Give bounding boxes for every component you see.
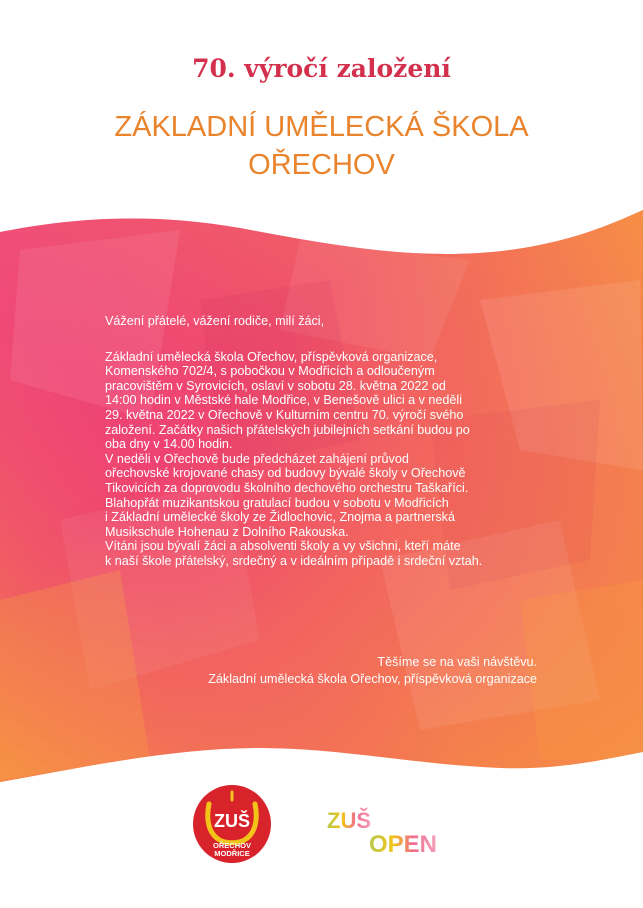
letter-salutation: Vážení přátelé, vážení rodiče, milí žáci,: [105, 314, 325, 328]
zus-logo-mark-text: ZUŠ: [214, 811, 250, 831]
letter-line: k naší škole přátelský, srdečný a v ideálním případě i srdeční vztah.: [105, 553, 483, 568]
letter-line: pracovištěm v Syrovicích, oslaví v sobotu 28. května 2022 od: [105, 378, 446, 393]
school-name-heading: [0, 108, 643, 184]
school-name-line-2: OŘECHOV: [248, 149, 395, 181]
letter-line: Blahopřát muzikantskou gratulací budou v sobotu v Modřicích: [105, 495, 449, 510]
letter-line: Komenského 702/4, s pobočkou v Modřicích a odloučeným: [105, 364, 435, 379]
zus-open-mark-bottom: OPEN: [369, 831, 438, 856]
letter-line: ořechovské krojované chasy od budovy bývalé školy v Ořechově: [105, 466, 466, 481]
letter-line: oba dny v 14.00 hodin.: [105, 437, 233, 452]
letter-line: Vítáni jsou bývalí žáci a absolventi školy a vy všichni, kteří máte: [105, 539, 461, 554]
zus-open-logo: [325, 806, 465, 856]
letter-line: i Základní umělecké školy ze Židlochovic, Znojma a partnerská: [105, 510, 455, 525]
letter-line: založení. Začátky našich přátelských jubilejních setkání budou po: [105, 422, 470, 437]
letter-line: V neděli v Ořechově bude předcházet zahájení průvod: [105, 451, 409, 466]
closing-greeting: Těšíme se na vaši návštěvu.: [377, 655, 537, 669]
school-name-line-1: ZÁKLADNÍ UMĚLECKÁ ŠKOLA: [114, 111, 529, 143]
zus-orechov-logo: [192, 784, 272, 864]
letter-line: 14:00 hodin v Městské hale Modřice, v Benešově ulici a v neděli: [105, 393, 463, 408]
zus-logo-place-2: MODŘICE: [214, 849, 250, 858]
letter-line: Tikovicích za doprovodu školního dechového orchestru Taškaříci.: [105, 480, 469, 495]
invitation-letter: [105, 314, 550, 569]
closing-signature: Základní umělecká škola Ořechov, příspěvková organizace: [208, 672, 537, 686]
letter-closing: [105, 654, 537, 688]
zus-open-mark-top: ZUŠ: [327, 808, 371, 833]
letter-line: Základní umělecká škola Ořechov, příspěvková organizace,: [105, 349, 438, 364]
anniversary-heading: 70. výročí založení: [192, 54, 451, 83]
letter-line: Musikschule Hohenau z Dolního Rakouska.: [105, 524, 349, 539]
letter-line: 29. května 2022 v Ořechově v Kulturním centru 70. výročí svého: [105, 407, 464, 422]
zus-logo-place-1: OŘECHOV: [213, 841, 251, 850]
